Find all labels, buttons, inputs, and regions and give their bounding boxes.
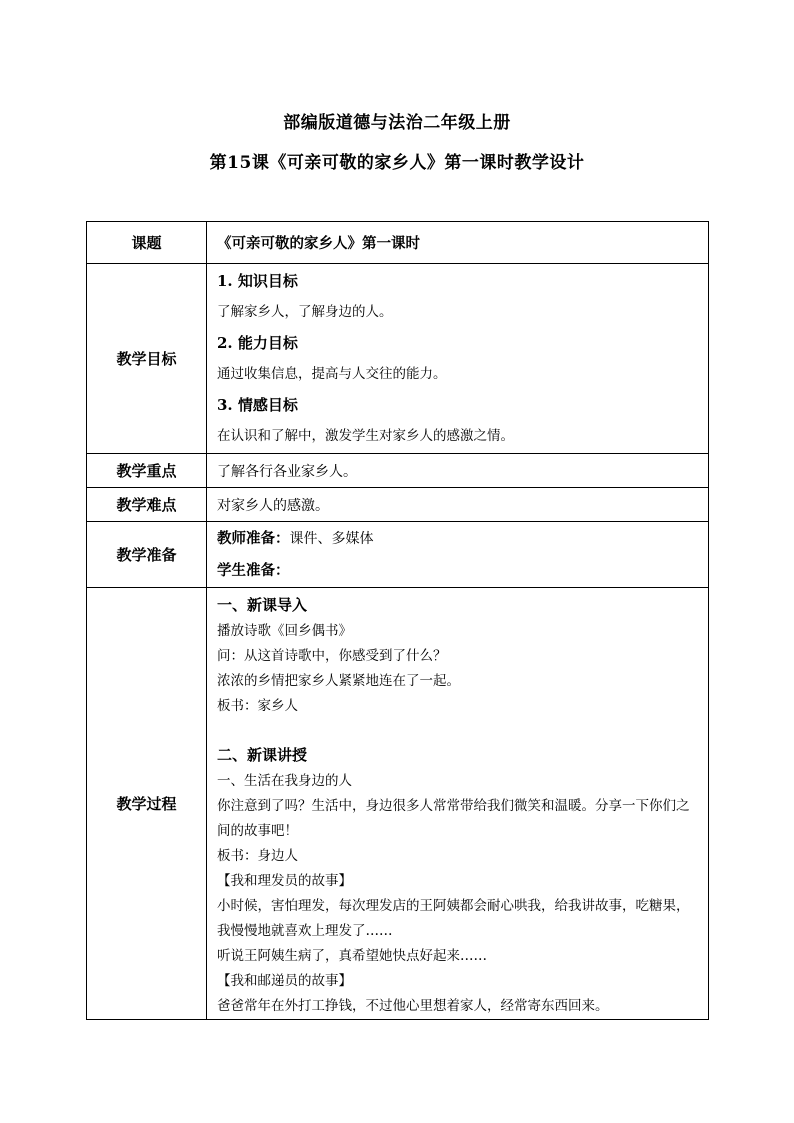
objective-heading-ability: 2. 能力目标	[217, 333, 298, 352]
row-label-preparation: 教学准备	[87, 522, 207, 588]
teacher-preparation	[217, 523, 702, 555]
process-line: 听说王阿姨生病了，真希望她快点好起来……	[217, 948, 487, 964]
process-line: 你注意到了吗？生活中，身边很多人常常带给我们微笑和温暖。分享一下你们之间的故事吧！	[217, 798, 690, 839]
table-row-key-point	[87, 454, 709, 488]
process-line: 浓浓的乡情把家乡人紧紧地连在了一起。	[217, 673, 460, 689]
table-row-process	[87, 588, 709, 1020]
row-value-preparation	[207, 522, 709, 588]
row-label-difficulty: 教学难点	[87, 488, 207, 522]
process-line: 问：从这首诗歌中，你感受到了什么？	[217, 648, 447, 664]
process-line: 小时候，害怕理发，每次理发店的王阿姨都会耐心哄我，给我讲故事，吃糖果，我慢慢地就喜欢上理发了……	[217, 898, 690, 939]
objective-text-ability: 通过收集信息，提高与人交往的能力。	[217, 365, 447, 382]
section-heading-intro: 一、新课导入	[217, 596, 308, 614]
section-heading-teaching: 二、新课讲授	[217, 746, 308, 764]
row-value-topic: 《可亲可敬的家乡人》第一课时	[207, 222, 709, 264]
row-value-difficulty: 对家乡人的感激。	[207, 488, 709, 522]
row-value-process	[207, 588, 709, 1020]
row-label-key-point: 教学重点	[87, 454, 207, 488]
student-preparation-label: 学生准备：	[217, 561, 290, 579]
document-title: 部编版道德与法治二年级上册	[283, 113, 511, 133]
process-line: 爸爸常年在外打工挣钱，不过他心里想着家人，经常寄东西回来。	[217, 998, 609, 1014]
story-heading-barber: 【我和理发员的故事】	[217, 873, 352, 889]
process-line: 播放诗歌《回乡偶书》	[217, 623, 352, 639]
table-row-preparation	[87, 522, 709, 588]
objective-text-emotion: 在认识和了解中，激发学生对家乡人的感激之情。	[217, 427, 514, 444]
paragraph-spacer	[217, 719, 702, 741]
row-label-objectives: 教学目标	[87, 264, 207, 454]
student-preparation	[217, 555, 702, 587]
story-heading-postman: 【我和邮递员的故事】	[217, 973, 352, 989]
row-value-objectives	[207, 264, 709, 454]
lesson-plan-table	[86, 221, 709, 1020]
objective-text-knowledge: 了解家乡人，了解身边的人。	[217, 303, 393, 320]
objective-heading-knowledge: 1. 知识目标	[217, 271, 298, 290]
process-line: 板书：身边人	[217, 848, 298, 864]
table-row-difficulty	[87, 488, 709, 522]
teacher-preparation-value: 课件、多媒体	[289, 531, 374, 547]
document-subtitle: 第15课《可亲可敬的家乡人》第一课时教学设计	[209, 153, 585, 173]
process-line: 一、生活在我身边的人	[217, 773, 352, 789]
table-row-objectives	[87, 264, 709, 454]
row-label-topic: 课题	[87, 222, 207, 264]
objective-heading-emotion: 3. 情感目标	[217, 395, 298, 414]
row-label-process: 教学过程	[87, 588, 207, 1020]
process-line: 板书：家乡人	[217, 698, 298, 714]
teacher-preparation-label: 教师准备：	[217, 530, 290, 547]
table-row-topic	[87, 222, 709, 264]
row-value-key-point: 了解各行各业家乡人。	[207, 454, 709, 488]
